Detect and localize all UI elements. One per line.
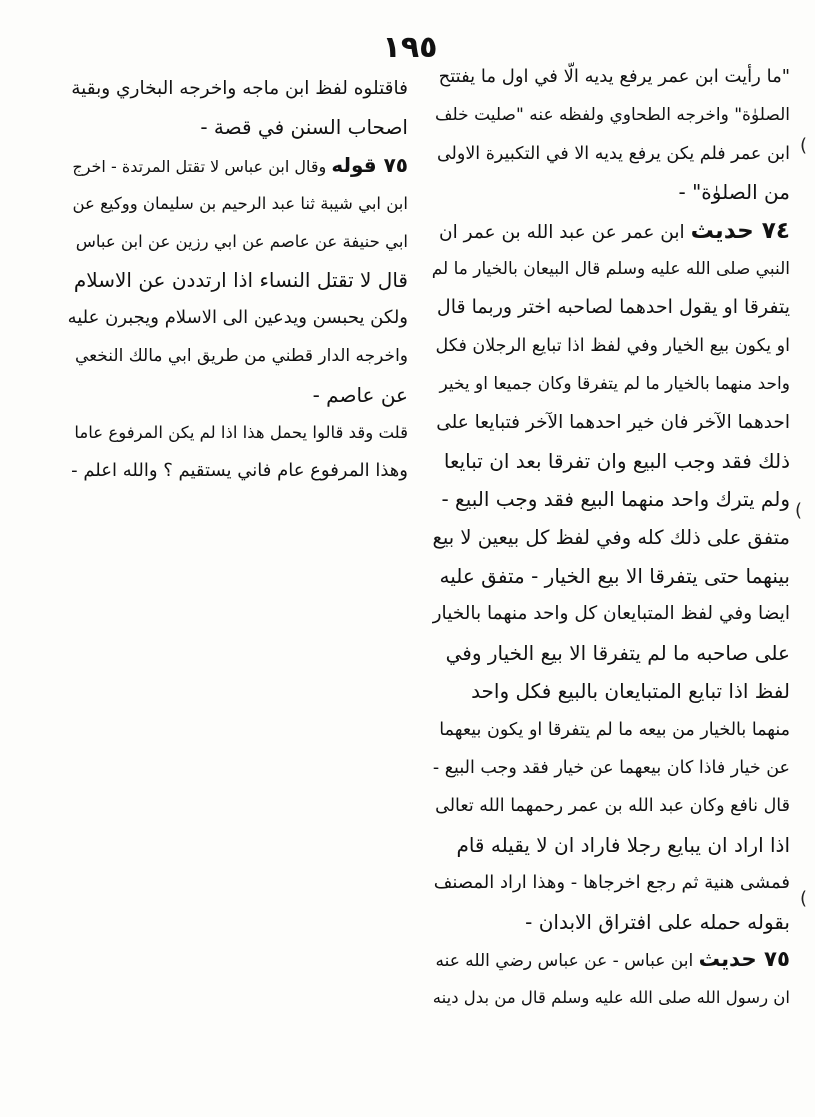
hadith-heading: ٧٤ حديث — [690, 217, 790, 244]
text-line: واخرجه الدار قطني من طريق ابي مالك النخعي — [74, 346, 408, 367]
text-line: لفظ اذا تبايع المتبايعان بالبيع فكل واحد — [471, 679, 790, 704]
text-line: متفق على ذلك كله وفي لفظ كل بيعين لا بيع — [432, 525, 790, 549]
qawl-heading: ٧٥ قوله — [331, 153, 408, 178]
margin-mark: ( — [800, 135, 808, 156]
text-line: ولم يترك واحد منهما البيع فقد وجب البيع - — [441, 487, 790, 512]
text-line: ان رسول الله صلى الله عليه وسلم قال من بدل دينه — [432, 988, 790, 1008]
page-number: ١٩٥ — [382, 30, 438, 65]
text-line: واحد منهما بالخيار ما لم يتفرقا وكان جميعا او يخير — [439, 374, 790, 395]
text-line: ابن عمر فلم يكن يرفع يديه الا في التكبيرة الاولى — [436, 143, 790, 164]
text-line: "ما رأيت ابن عمر يرفع يديه الّا في اول ما يفتتح — [438, 66, 790, 87]
text-line: ايضا وفي لفظ المتبايعان كل واحد منهما بالخيار — [432, 603, 790, 625]
text-line: قال نافع وكان عبد الله بن عمر رحمهما الله تعالى — [435, 796, 790, 817]
hadith-heading-line — [432, 212, 790, 250]
text-line: احدهما الآخر فان خير احدهما الآخر فتبايعا على — [436, 411, 790, 433]
text-line: او يكون بيع الخيار وفي لفظ اذا تبايع الرجلان فكل — [435, 335, 790, 356]
qawl-text: وقال ابن عباس لا تقتل المرتدة - اخرج — [72, 157, 327, 177]
text-line: فمشى هنية ثم رجع اخرجاها - وهذا اراد المصنف — [433, 872, 790, 894]
left-column — [68, 70, 408, 490]
hadith-heading: ٧٥ حديث — [698, 946, 790, 972]
text-line: ذلك فقد وجب البيع وان تفرقا بعد ان تبايعا — [443, 448, 790, 473]
text-line: فاقتلوه لفظ ابن ماجه واخرجه البخاري وبقية — [71, 78, 408, 99]
text-line: ابي حنيفة عن عاصم عن ابي رزين عن ابن عباس — [75, 231, 408, 251]
text-line: الصلوٰة" واخرجه الطحاوي ولفظه عنه "صليت خلف — [434, 105, 790, 126]
text-line: من الصلوٰة" - — [678, 180, 790, 205]
text-line: يتفرقا او يقول احدهما لصاحبه اختر وربما قال — [436, 296, 790, 319]
text-line: وهذا المرفوع عام فاني يستقيم ؟ والله اعلم - — [71, 459, 408, 481]
text-line: النبي صلى الله عليه وسلم قال البيعان بالخيار ما لم — [432, 258, 790, 279]
text-line: عن عاصم - — [312, 382, 408, 407]
hadith-text: ابن عباس - عن عباس رضي الله عنه — [435, 950, 694, 971]
text-line: بقوله حمله على افتراق الابدان - — [525, 909, 790, 934]
text-line: ولكن يحبسن ويدعين الى الاسلام ويجبرن عليه — [68, 307, 408, 329]
text-line: عن خيار فاذا كان بيعهما عن خيار فقد وجب البيع - — [432, 758, 790, 779]
text-line: اصحاب السنن في قصة - — [200, 115, 408, 140]
hadith-heading-line — [432, 941, 790, 979]
text-line: بينهما حتى يتفرقا الا بيع الخيار - متفق عليه — [439, 564, 790, 589]
text-line: ابن ابي شيبة ثنا عبد الرحيم بن سليمان ووكيع عن — [72, 193, 408, 213]
right-column — [432, 58, 790, 1018]
margin-mark: ( — [800, 888, 808, 909]
text-line: قلت وقد قالوا يحمل هذا اذا لم يكن المرفوع عاما — [74, 422, 408, 442]
margin-mark: ( — [795, 500, 803, 521]
qawl-heading-line — [68, 146, 408, 184]
text-line: على صاحبه ما لم يتفرقا الا بيع الخيار وفي — [445, 640, 790, 665]
text-line: منهما بالخيار من بيعه ما لم يتفرقا او يكون بيعهما — [439, 719, 790, 740]
hadith-text: ابن عمر عن عبد الله بن عمر ان — [439, 221, 685, 243]
text-line: قال لا تقتل النساء اذا ارتددن عن الاسلام — [73, 267, 408, 292]
text-line: اذا اراد ان يبايع رجلا فاراد ان لا يقيله قام — [456, 832, 790, 857]
